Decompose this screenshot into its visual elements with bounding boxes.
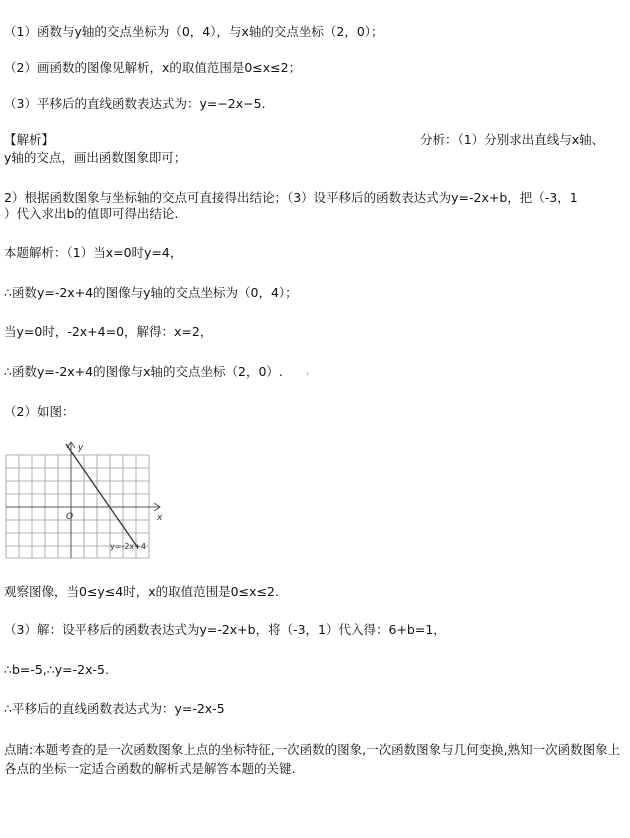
graph-axes: [6, 442, 160, 558]
origin-label: O: [66, 512, 74, 522]
function-line-label: y=-2x+4: [110, 542, 146, 551]
analysis-summary-cont: y轴的交点，画出函数图象即可；: [4, 150, 187, 165]
stray-mark: ,: [306, 366, 310, 377]
solution-step-3: ∴函数y=-2x+4的图像与x轴的交点坐标（2，0）.: [4, 364, 283, 379]
solution-intro: 本题解析：（1）当x=0时y=4，: [4, 245, 183, 260]
comment-text: 点睛:本题考查的是一次函数图象上点的坐标特征,一次函数的图象,一次函数图象与几何变换,熟知一次函数图象上各点的坐标一定适合函数的解析式是解答本题的关键.: [4, 742, 621, 776]
part3-step-a: ∴b=-5,∴y=-2x-5.: [4, 662, 109, 677]
solution-step-2: 当y=0时，-2x+4=0，解得：x=2，: [4, 324, 213, 339]
y-axis-label: y: [78, 443, 84, 453]
observe-text: 观察图像，当0≤y≤4时，x的取值范围是0≤x≤2.: [4, 584, 279, 599]
part3-step-b: ∴平移后的直线函数表达式为：y=-2x-5: [4, 701, 225, 716]
analysis-summary-line3: ）代入求出b的值即可得出结论.: [4, 206, 179, 221]
analysis-summary-lead: 分析：（1）分别求出直线与x轴、: [420, 132, 605, 147]
answer-line-1: （1）函数与y轴的交点坐标为（0，4），与x轴的交点坐标（2，0）；: [4, 24, 384, 39]
function-line: [66, 444, 138, 548]
analysis-summary-line2: 2）根据函数图象与坐标轴的交点可直接得出结论；（3）设平移后的函数表达式为y=-2x+b，把（-3，1: [4, 190, 578, 205]
analysis-heading: 【解析】: [4, 132, 55, 147]
function-graph: [4, 440, 164, 560]
solution-part2: （2）如图：: [4, 404, 75, 419]
x-axis-label: x: [157, 513, 163, 523]
answer-line-3: （3）平移后的直线函数表达式为：y=−2x−5.: [4, 96, 266, 111]
answer-line-2: （2）画函数的图像见解析，x的取值范围是0≤x≤2；: [4, 60, 302, 75]
part3-text: （3）解：设平移后的函数表达式为y=-2x+b，将（-3，1）代入得：6+b=1，: [4, 622, 446, 637]
solution-step-1: ∴函数y=-2x+4的图像与y轴的交点坐标为（0，4）；: [4, 285, 298, 300]
